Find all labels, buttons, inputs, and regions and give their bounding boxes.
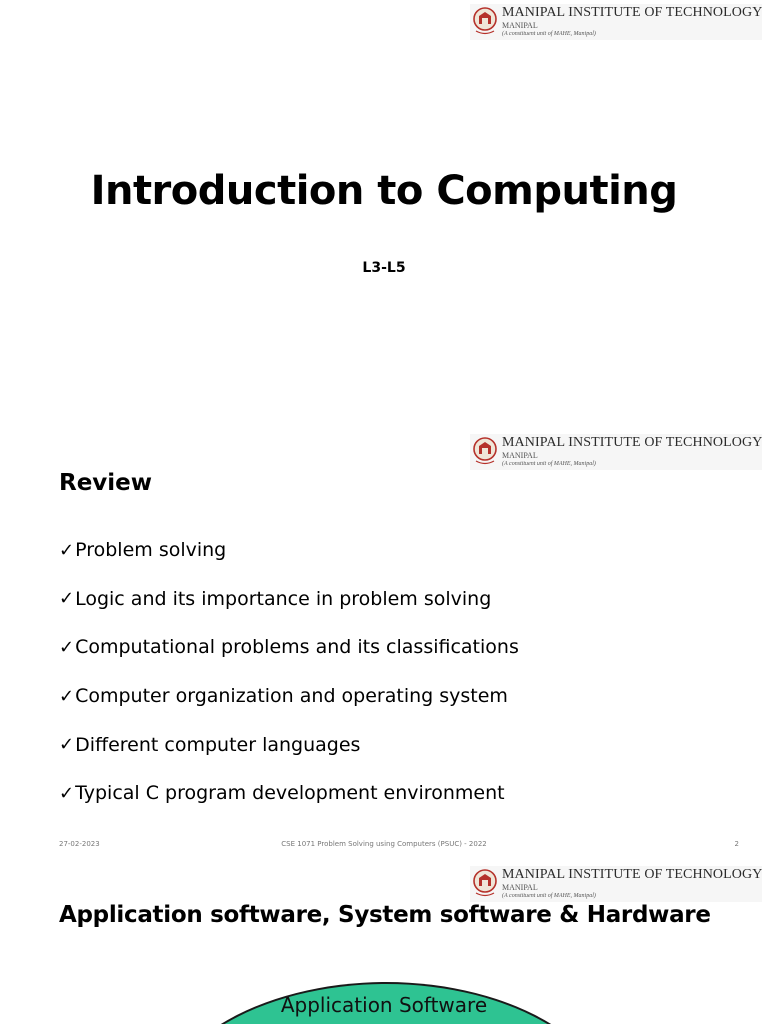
logo-title: MANIPAL INSTITUTE OF TECHNOLOGY (502, 5, 763, 20)
checkmark-icon: ✓ (59, 588, 75, 610)
logo-subtitle: MANIPAL (502, 451, 538, 460)
slide-1 (0, 0, 768, 430)
slide-2 (0, 430, 768, 862)
manipal-seal-icon (472, 6, 498, 36)
checkmark-icon: ✓ (59, 636, 75, 658)
list-item-text: Computational problems and its classifications (75, 636, 519, 659)
footer-date: 27-02-2023 (59, 840, 100, 848)
institute-logo (470, 434, 762, 470)
list-item-text: Different computer languages (75, 733, 361, 756)
logo-subtitle: MANIPAL (502, 21, 538, 30)
list-item (59, 672, 519, 721)
list-item (59, 575, 519, 624)
list-item (59, 769, 519, 818)
logo-note: (A constituent unit of MAHE, Manipal) (502, 893, 596, 899)
logo-title: MANIPAL INSTITUTE OF TECHNOLOGY (502, 867, 763, 882)
slide-title: Introduction to Computing (90, 168, 678, 214)
checkmark-icon: ✓ (59, 539, 75, 561)
slide-3 (0, 862, 768, 1024)
footer-course: CSE 1071 Problem Solving using Computers (PSUC) - 2022 (281, 840, 487, 848)
review-list (59, 526, 519, 818)
list-item (59, 720, 519, 769)
list-item-text: Typical C program development environment (75, 782, 505, 805)
list-item-text: Problem solving (75, 539, 227, 562)
logo-note: (A constituent unit of MAHE, Manipal) (502, 31, 596, 37)
checkmark-icon: ✓ (59, 782, 75, 804)
logo-subtitle: MANIPAL (502, 883, 538, 892)
institute-logo (470, 866, 762, 902)
checkmark-icon: ✓ (59, 734, 75, 756)
slide-subtitle: L3-L5 (362, 260, 406, 276)
footer-page-number: 2 (734, 840, 739, 848)
list-item-text: Logic and its importance in problem solving (75, 587, 492, 610)
checkmark-icon: ✓ (59, 685, 75, 707)
list-item (59, 526, 519, 575)
logo-title: MANIPAL INSTITUTE OF TECHNOLOGY (502, 435, 763, 450)
review-heading: Review (59, 470, 153, 496)
manipal-seal-icon (472, 436, 498, 466)
logo-note: (A constituent unit of MAHE, Manipal) (502, 461, 596, 467)
manipal-seal-icon (472, 868, 498, 898)
slide-heading: Application software, System software & Hardware (59, 902, 711, 928)
list-item-text: Computer organization and operating system (75, 685, 508, 708)
list-item (59, 623, 519, 672)
institute-logo (470, 4, 762, 40)
application-software-label: Application Software (280, 993, 488, 1017)
